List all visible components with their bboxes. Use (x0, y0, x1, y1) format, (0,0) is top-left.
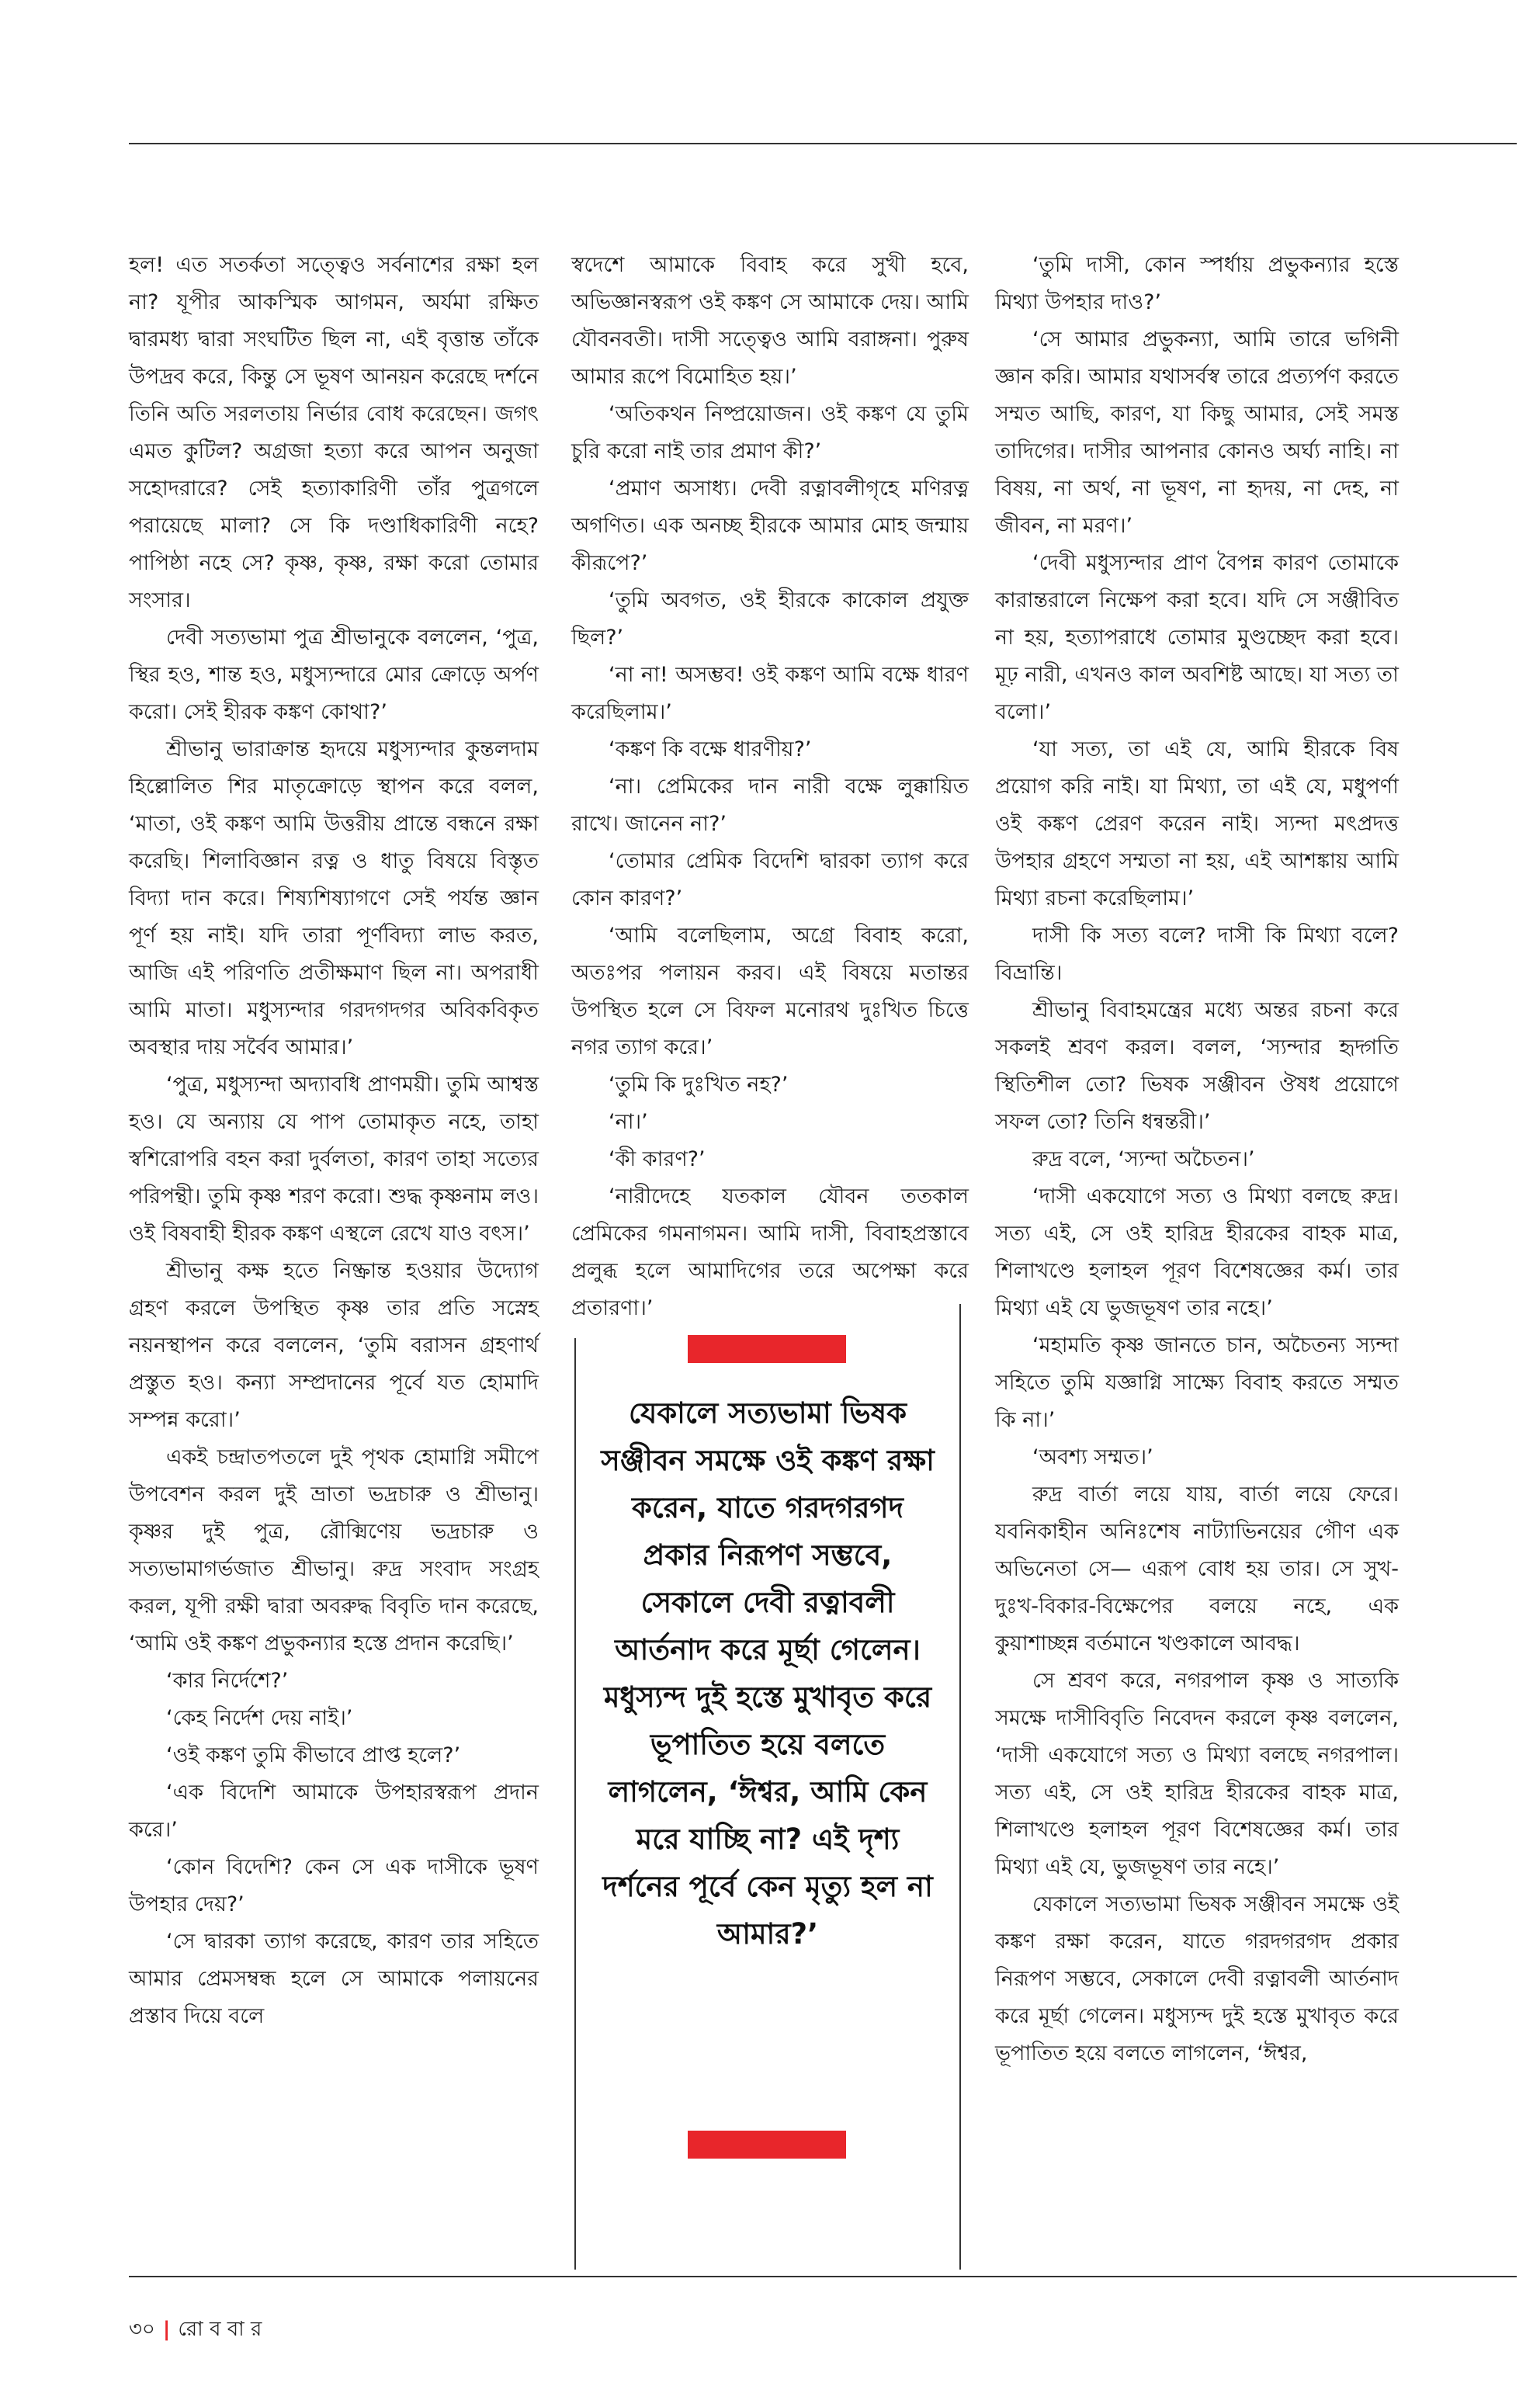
paragraph: ‘তুমি কি দুঃখিত নহ?’ (609, 1073, 789, 1097)
paragraph: ‘না না! অসম্ভব! ওই কঙ্কণ আমি বক্ষে ধারণ করেছিলাম।’ (571, 663, 969, 724)
column-1 (129, 247, 539, 2035)
page-footer (129, 2313, 262, 2347)
paragraph: স্বদেশে আমাকে বিবাহ করে সুখী হবে, অভিজ্ঞানস্বরূপ ওই কঙ্কণ সে আমাকে দেয়। আমি যৌবনবতী। দাসী সত্ত্বেও আমি বরাঙ্গনা। পুরুষ আমার রূপে বিমোহিত হয়।’ (571, 253, 969, 389)
paragraph: একই চন্দ্রাতপতলে দুই পৃথক হোমাগ্নি সমীপে উপবেশন করল দুই ভ্রাতা ভদ্রচারু ও শ্রীভানু। কৃষ্ণর দুই পুত্র, রৌক্মিণেয় ভদ্রচারু ও সত্যভামাগর্ভজাত শ্রীভানু। রুদ্র সংবাদ সংগ্রহ করল, যূপী রক্ষী দ্বারা অবরুদ্ধ বিবৃতি দান করেছে, ‘আমি ওই কঙ্কণ প্রভুকন্যার হস্তে প্রদান করেছি।’ (129, 1445, 539, 1656)
paragraph: ‘এক বিদেশি আমাকে উপহারস্বরূপ প্রদান করে।’ (129, 1781, 539, 1842)
column-2 (571, 247, 969, 1327)
paragraph: ‘নারীদেহে যতকাল যৌবন ততকাল প্রেমিকের গমনাগমন। আমি দাসী, বিবাহপ্রস্তাবে প্রলুব্ধ হলে আমাদিগের তরে অপেক্ষা করে প্রতারণা।’ (571, 1184, 969, 1320)
column-3 (995, 247, 1399, 2072)
bottom-rule (129, 2276, 1517, 2277)
paragraph: ‘না।’ (609, 1110, 648, 1134)
paragraph: ‘না। প্রেমিকের দান নারী বক্ষে লুক্কায়িত রাখে। জানেন না?’ (571, 775, 969, 836)
paragraph: ‘তুমি দাসী, কোন স্পর্ধায় প্রভুকন্যার হস্তে মিথ্যা উপহার দাও?’ (995, 253, 1399, 314)
paragraph: ‘মহামতি কৃষ্ণ জানতে চান, অচৈতন্য স্যন্দা সহিতে তুমি যজ্ঞাগ্নি সাক্ষ্যে বিবাহ করতে সম্মত কি না।’ (995, 1333, 1399, 1432)
paragraph: ‘যা সত্য, তা এই যে, আমি হীরকে বিষ প্রয়োগ করি নাই। যা মিথ্যা, তা এই যে, মধুপর্ণা ওই কঙ্কণ প্রেরণ করেন নাই। স্যন্দা মৎপ্রদত্ত উপহার গ্রহণে সম্মতা না হয়, এই আশঙ্কায় আমি মিথ্যা রচনা করেছিলাম।’ (995, 737, 1399, 910)
paragraph: ‘দেবী মধুস্যন্দার প্রাণ বৈপন্ন কারণ তোমাকে কারান্তরালে নিক্ষেপ করা হবে। যদি সে সঞ্জীবিত না হয়, হত্যাপরাধে তোমার মুণ্ডচ্ছেদ করা হবে। মূঢ় নারী, এখনও কাল অবশিষ্ট আছে। যা সত্য তা বলো।’ (995, 551, 1399, 724)
paragraph: ‘কোন বিদেশি? কেন সে এক দাসীকে ভূষণ উপহার দেয়?’ (129, 1855, 539, 1916)
paragraph: শ্রীভানু বিবাহমন্ত্রের মধ্যে অন্তর রচনা করে সকলই শ্রবণ করল। বলল, ‘স্যন্দার হৃদ্গতি স্থিতিশীল তো? ভিষক সঞ্জীবন ঔষধ প্রয়োগে সফল তো? তিনি ধন্বন্তরী।’ (995, 998, 1399, 1134)
paragraph: হল! এত সতর্কতা সত্ত্বেও সর্বনাশের রক্ষা হল না? যূপীর আকস্মিক আগমন, অর্যমা রক্ষিত দ্বারমধ্য দ্বারা সংঘটিত ছিল না, এই বৃত্তান্ত তাঁকে উপদ্রব করে, কিন্তু সে ভূষণ আনয়ন করেছে দর্শনে তিনি অতি সরলতায় নির্ভার বোধ করেছেন। জগৎ এমত কুটিল? অগ্রজা হত্যা করে আপন অনুজা সহোদরারে? সেই হত্যাকারিণী তাঁর পুত্রগলে পরায়েছে মালা? সে কি দণ্ডাধিকারিণী নহে? পাপিষ্ঠা নহে সে? কৃষ্ণ, কৃষ্ণ, রক্ষা করো তোমার সংসার। (129, 253, 539, 612)
paragraph: ‘তুমি অবগত, ওই হীরকে কাকোল প্রযুক্ত ছিল?’ (571, 588, 969, 650)
pull-quote-top-bar (688, 1335, 846, 1363)
paragraph: ‘প্রমাণ অসাধ্য। দেবী রত্নাবলীগৃহে মণিরত্ন অগণিত। এক অনচ্ছ হীরকে আমার মোহ জন্মায় কীরূপে?’ (571, 477, 969, 575)
paragraph: ‘দাসী একযোগে সত্য ও মিথ্যা বলছে রুদ্র। সত্য এই, সে ওই হারিদ্র হীরকের বাহক মাত্র, শিলাখণ্ডে হলাহল পূরণ বিশেষজ্ঞের কর্ম। তার মিথ্যা এই যে ভুজভূষণ তার নহে।’ (995, 1184, 1399, 1320)
paragraph: ‘অবশ্য সম্মত।’ (1032, 1445, 1153, 1469)
paragraph: ‘আমি বলেছিলাম, অগ্রে বিবাহ করো, অতঃপর পলায়ন করব। এই বিষয়ে মতান্তর উপস্থিত হলে সে বিফল মনোরথ দুঃখিত চিত্তে নগর ত্যাগ করে।’ (571, 924, 969, 1060)
paragraph: ‘ওই কঙ্কণ তুমি কীভাবে প্রাপ্ত হলে?’ (166, 1743, 461, 1767)
paragraph: শ্রীভানু কক্ষ হতে নিষ্ক্রান্ত হওয়ার উদ্যোগ গ্রহণ করলে উপস্থিত কৃষ্ণ তার প্রতি সস্নেহ নয়নস্থাপন করে বললেন, ‘তুমি বরাসন গ্রহণার্থ প্রস্তুত হও। কন্যা সম্প্রদানের পূর্বে যত হোমাদি সম্পন্ন করো।’ (129, 1259, 539, 1432)
paragraph: দেবী সত্যভামা পুত্র শ্রীভানুকে বললেন, ‘পুত্র, স্থির হও, শান্ত হও, মধুস্যন্দারে মোর ক্রোড়ে অর্পণ করো। সেই হীরক কঙ্কণ কোথা?’ (129, 626, 539, 724)
paragraph: রুদ্র বলে, ‘স্যন্দা অচৈতন।’ (1032, 1147, 1255, 1171)
paragraph: ‘কার নির্দেশে?’ (166, 1669, 289, 1693)
paragraph: শ্রীভানু ভারাক্রান্ত হৃদয়ে মধুস্যন্দার কুন্তলদাম হিল্লোলিত শির মাতৃক্রোড়ে স্থাপন করে বলল, ‘মাতা, ওই কঙ্কণ আমি উত্তরীয় প্রান্তে বন্ধনে রক্ষা করেছি। শিলাবিজ্ঞান রত্ন ও ধাতু বিষয়ে বিস্তৃত বিদ্যা দান করে। শিষ্যশিষ্যাগণে সেই পর্যন্ত জ্ঞান পূর্ণ হয় নাই। যদি তারা পূর্ণবিদ্যা লাভ করত, আজি এই পরিণতি প্রতীক্ষমাণ ছিল না। অপরাধী আমি মাতা। মধুস্যন্দার গরদগদগর অবিকবিকৃত অবস্থার দায় সর্বৈব আমার।’ (129, 737, 539, 1060)
paragraph: রুদ্র বার্তা লয়ে যায়, বার্তা লয়ে ফেরে। যবনিকাহীন অনিঃশেষ নাট্যাভিনয়ের গৌণ এক অভিনেতা সে— এরূপ বোধ হয় তার। সে সুখ-দুঃখ-বিকার-বিক্ষেপের বলয়ে নহে, এক কুয়াশাচ্ছন্ন বর্তমানে খণ্ডকালে আবদ্ধ। (995, 1483, 1399, 1656)
paragraph: ‘কেহ নির্দেশ দেয় নাই।’ (166, 1706, 353, 1730)
paragraph: ‘অতিকথন নিষ্প্রয়োজন। ওই কঙ্কণ যে তুমি চুরি করো নাই তার প্রমাণ কী?’ (571, 402, 969, 463)
pull-quote-right-rule (959, 1304, 961, 2270)
pull-quote-left-rule (574, 1338, 576, 2270)
page-number: ৩০ (129, 2318, 155, 2341)
paragraph: ‘সে আমার প্রভুকন্যা, আমি তারে ভগিনী জ্ঞান করি। আমার যথাসর্বস্ব তারে প্রত্যর্পণ করতে সম্মত আছি, কারণ, যা কিছু আমার, সেই সমস্ত তাদিগের। দাসীর আপনার কোনও অর্ঘ্য নাহি। না বিষয়, না অর্থ, না ভূষণ, না হৃদয়, না দেহ, না জীবন, না মরণ।’ (995, 328, 1399, 538)
paragraph: দাসী কি সত্য বলে? দাসী কি মিথ্যা বলে? বিভ্রান্তি। (995, 924, 1399, 985)
pull-quote: যেকালে সত্যভামা ভিষক সঞ্জীবন সমক্ষে ওই কঙ্কণ রক্ষা করেন, যাতে গরদগরগদ প্রকার নিরূপণ সম্ভবে, সেকালে দেবী রত্নাবলী আর্তনাদ করে মূর্ছা গেলেন। মধুস্যন্দ দুই হস্তে মুখাবৃত করে ভূপাতিত হয়ে বলতে লাগলেন, ‘ঈশ্বর, আমি কেন মরে যাচ্ছি না? এই দৃশ্য দর্শনের পূর্বে কেন মৃত্যু হল না আমার?’ (601, 1396, 935, 1951)
magazine-name: রো ব বা র (178, 2318, 262, 2341)
footer-separator: | (162, 2318, 171, 2341)
paragraph: সে শ্রবণ করে, নগরপাল কৃষ্ণ ও সাত্যকি সমক্ষে দাসীবিবৃতি নিবেদন করলে কৃষ্ণ বললেন, ‘দাসী একযোগে সত্য ও মিথ্যা বলছে নগরপাল। সত্য এই, সে ওই হারিদ্র হীরকের বাহক মাত্র, শিলাখণ্ডে হলাহল পূরণ বিশেষজ্ঞের কর্ম। তার মিথ্যা এই যে, ভুজভূষণ তার নহে।’ (995, 1669, 1399, 1879)
top-rule (129, 143, 1517, 144)
paragraph: ‘কঙ্কণ কি বক্ষে ধারণীয়?’ (609, 737, 812, 761)
paragraph: ‘কী কারণ?’ (609, 1147, 706, 1171)
pull-quote-bottom-bar (688, 2131, 846, 2159)
paragraph: ‘তোমার প্রেমিক বিদেশি দ্বারকা ত্যাগ করে কোন কারণ?’ (571, 849, 969, 910)
paragraph: যেকালে সত্যভামা ভিষক সঞ্জীবন সমক্ষে ওই কঙ্কণ রক্ষা করেন, যাতে গরদগরগদ প্রকার নিরূপণ সম্ভবে, সেকালে দেবী রত্নাবলী আর্তনাদ করে মূর্ছা গেলেন। মধুস্যন্দ দুই হস্তে মুখাবৃত করে ভূপাতিত হয়ে বলতে লাগলেন, ‘ঈশ্বর, (995, 1892, 1399, 2065)
paragraph: ‘পুত্র, মধুস্যন্দা অদ্যাবধি প্রাণময়ী। তুমি আশ্বস্ত হও। যে অন্যায় যে পাপ তোমাকৃত নহে, তাহা স্বশিরোপরি বহন করা দুর্বলতা, কারণ তাহা সত্যের পরিপন্থী। তুমি কৃষ্ণ শরণ করো। শুদ্ধ কৃষ্ণনাম লও। ওই বিষবাহী হীরক কঙ্কণ এস্থলে রেখে যাও বৎস।’ (129, 1073, 539, 1246)
paragraph: ‘সে দ্বারকা ত্যাগ করেছে, কারণ তার সহিতে আমার প্রেমসম্বন্ধ হলে সে আমাকে পলায়নের প্রস্তাব দিয়ে বলে (129, 1930, 539, 2028)
